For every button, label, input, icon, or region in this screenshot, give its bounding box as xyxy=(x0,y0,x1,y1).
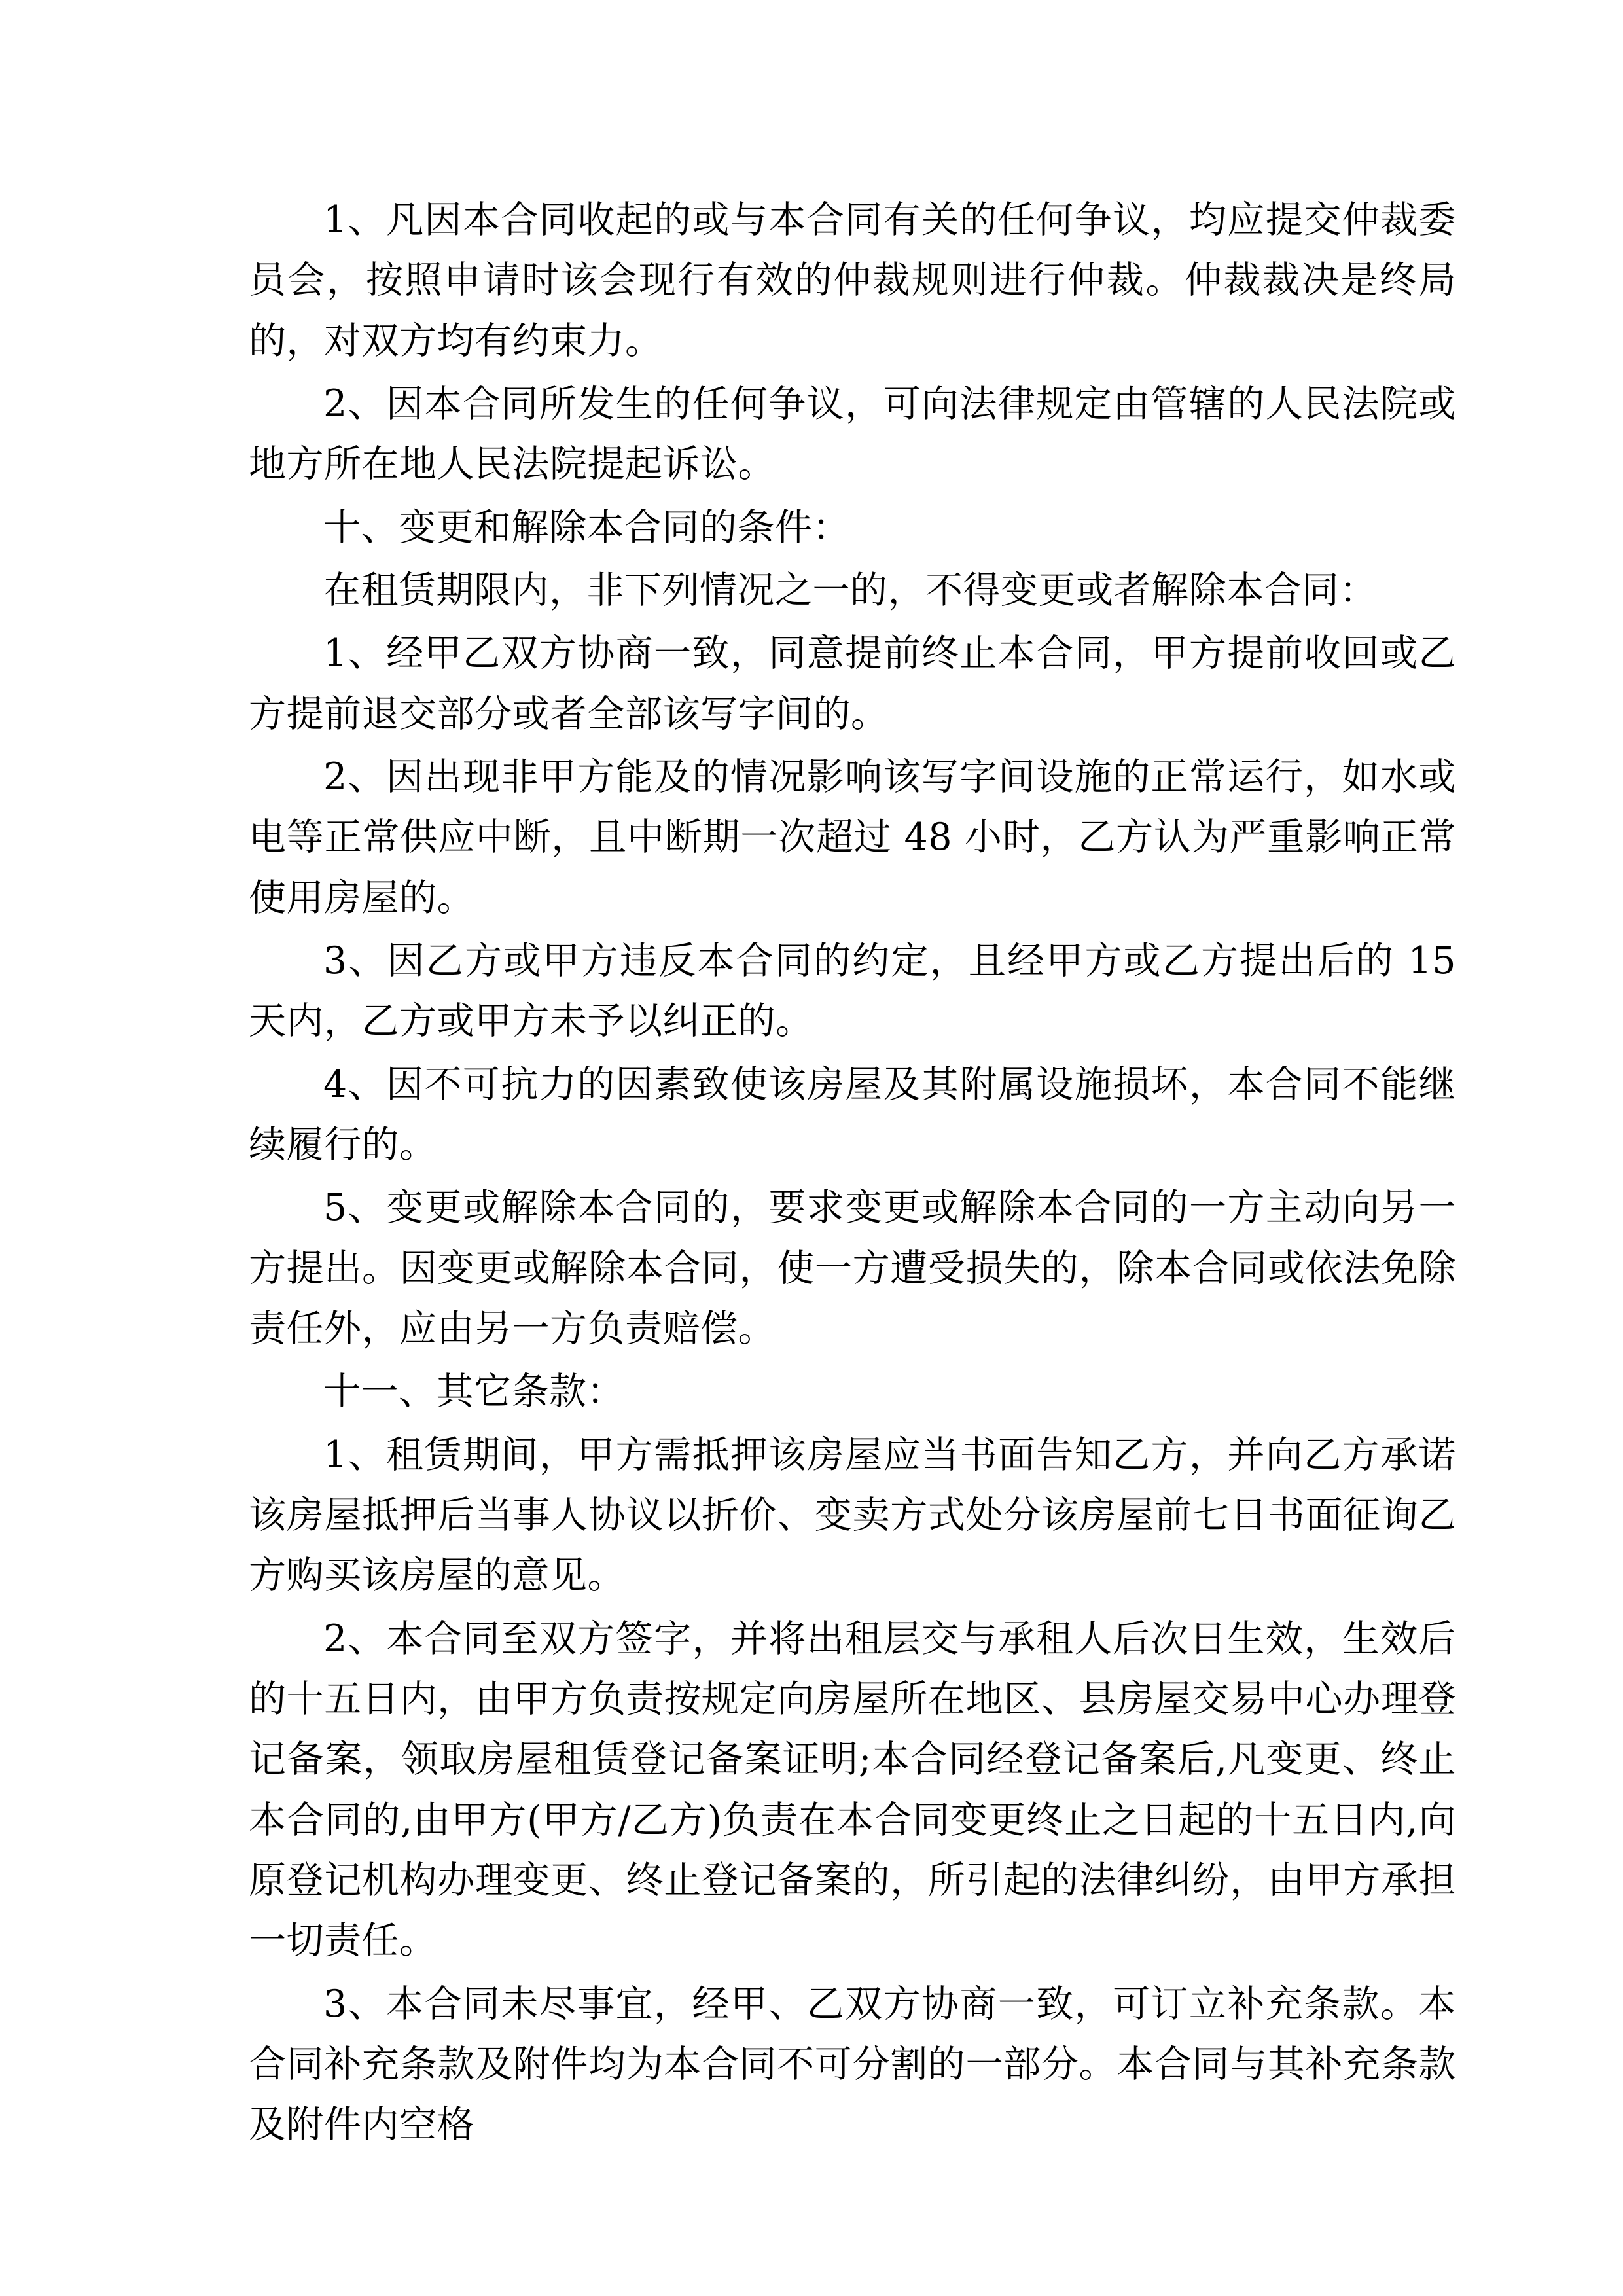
paragraph: 3、因乙方或甲方违反本合同的约定，且经甲方或乙方提出后的 15 天内，乙方或甲方未予以纠正的。 xyxy=(249,939,1456,1043)
paragraph: 1、凡因本合同收起的或与本合同有关的任何争议，均应提交仲裁委员会，按照申请时该会现行有效的仲裁规则进行仲裁。仲裁裁决是终局的，对双方均有约束力。 xyxy=(249,198,1456,363)
paragraph: 3、本合同未尽事宜，经甲、乙双方协商一致，可订立补充条款。本合同补充条款及附件均为本合同不可分割的一部分。本合同与其补充条款及附件内空格 xyxy=(249,1982,1456,2147)
section-heading-ten: 十、变更和解除本合同的条件： xyxy=(323,505,850,549)
paragraph: 4、因不可抗力的因素致使该房屋及其附属设施损坏，本合同不能继续履行的。 xyxy=(249,1062,1456,1166)
paragraph: 2、本合同至双方签字，并将出租层交与承租人后次日生效，生效后的十五日内，由甲方负责按规定向房屋所在地区、县房屋交易中心办理登记备案，领取房屋租赁登记备案证明;本合同经登记备案后,凡变更、终止本合同的,由甲方(甲方/乙方)负责在本合同变更终止之日起的十五日内,向原登记机构办理变更、终止登记备案的，所引起的法律纠纷，由甲方承担一切责任。 xyxy=(249,1617,1456,1963)
section-heading-eleven: 十一、其它条款： xyxy=(323,1370,624,1414)
paragraph: 1、租赁期间，甲方需抵押该房屋应当书面告知乙方，并向乙方承诺该房屋抵押后当事人协议以折价、变卖方式处分该房屋前七日书面征询乙方购买该房屋的意见。 xyxy=(249,1433,1456,1598)
paragraph: 2、因出现非甲方能及的情况影响该写字间设施的正常运行，如水或电等正常供应中断，且中断期一次超过 48 小时，乙方认为严重影响正常使用房屋的。 xyxy=(249,755,1456,920)
document-body xyxy=(249,190,1456,2155)
paragraph: 5、变更或解除本合同的，要求变更或解除本合同的一方主动向另一方提出。因变更或解除本合同，使一方遭受损失的，除本合同或依法免除责任外，应由另一方负责赔偿。 xyxy=(249,1186,1456,1350)
paragraph: 在租赁期限内，非下列情况之一的，不得变更或者解除本合同： xyxy=(323,568,1377,612)
paragraph: 2、因本合同所发生的任何争议，可向法律规定由管辖的人民法院或地方所在地人民法院提起诉讼。 xyxy=(249,382,1456,486)
paragraph: 1、经甲乙双方协商一致，同意提前终止本合同，甲方提前收回或乙方提前退交部分或者全部该写字间的。 xyxy=(249,632,1456,736)
